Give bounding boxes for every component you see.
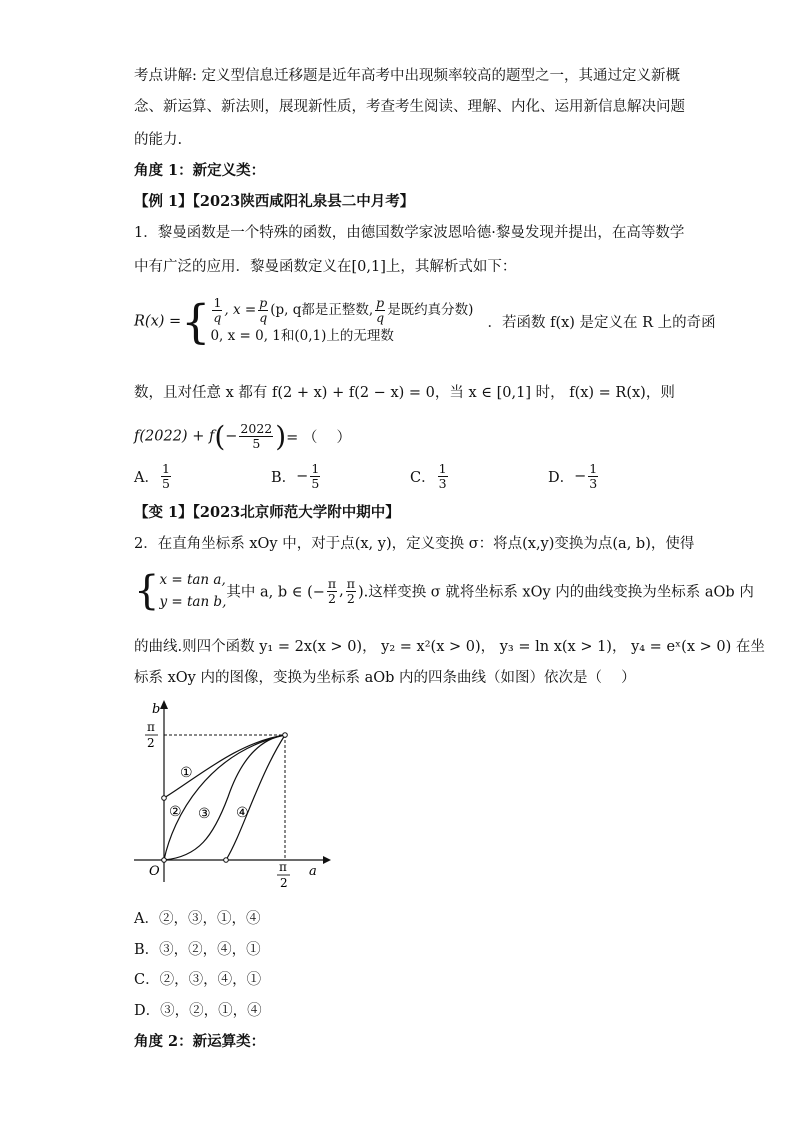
frac bbox=[438, 462, 448, 491]
num: π bbox=[327, 575, 337, 591]
curve-3 bbox=[164, 735, 285, 860]
variant-1-line-2 bbox=[134, 568, 754, 614]
text: = （ ） bbox=[286, 430, 352, 446]
def-lhs: R(x) = bbox=[134, 313, 182, 330]
curve-4 bbox=[226, 735, 285, 860]
variant-option-c[interactable]: C．②，③，④，① bbox=[134, 972, 262, 988]
text: , x = bbox=[224, 302, 257, 318]
option-label: A． bbox=[134, 470, 159, 486]
cases bbox=[210, 296, 473, 347]
text: 中有广泛的应用．黎曼函数定义在 bbox=[134, 259, 352, 275]
curve-label-3: ③ bbox=[198, 806, 211, 822]
case-2: 0, x = 0, 1和(0,1)上的无理数 bbox=[210, 328, 394, 344]
num: p bbox=[259, 295, 268, 310]
after-definition: ．若函数 f(x) 是定义在 R 上的奇函 bbox=[487, 315, 716, 331]
example-1-line-1: 1．黎曼函数是一个特殊的函数，由德国数学家波恩哈德·黎曼发现并提出，在高等数学 bbox=[134, 225, 685, 241]
variant-option-a[interactable]: A．②，③，①，④ bbox=[134, 911, 261, 927]
curve-2 bbox=[164, 735, 285, 860]
option-label: B． bbox=[271, 470, 297, 486]
option-c[interactable] bbox=[410, 462, 450, 491]
curve-label-1: ① bbox=[180, 765, 193, 781]
num: π bbox=[346, 575, 355, 591]
text: (p, q都是正整数, bbox=[270, 302, 374, 318]
frac bbox=[239, 422, 273, 451]
variant-1-line-4: 标系 xOy 内的图像，变换为坐标系 aOb 内的四条曲线（如图）依次是（ ） bbox=[134, 670, 636, 686]
minus: − bbox=[225, 428, 238, 445]
den: 5 bbox=[311, 476, 320, 491]
frac bbox=[588, 462, 598, 491]
variant-option-b[interactable]: B．③，②，④，① bbox=[134, 942, 261, 958]
variant-1-tag: 【变 1】【2023北京师范大学附中期中】 bbox=[134, 504, 400, 521]
example-1-tag: 【例 1】【2023陕西咸阳礼泉县二中月考】 bbox=[134, 193, 415, 210]
paren-left: ( bbox=[214, 420, 226, 453]
axis-a-label: a bbox=[309, 864, 317, 879]
variant-1-line-1: 2．在直角坐标系 xOy 中，对于点(x, y)，定义变换 σ：将点(x,y)变换为点(a, b)，使得 bbox=[134, 536, 695, 552]
sys-eq-1: x = tan a, bbox=[159, 572, 226, 588]
sign: − bbox=[574, 468, 587, 485]
den: 3 bbox=[589, 476, 598, 491]
option-label: C． bbox=[410, 470, 436, 486]
text: 其中 a, b ∈ (− bbox=[226, 584, 325, 601]
brace: { bbox=[181, 294, 211, 349]
variant-1-line-3: 的曲线.则四个函数 y₁ = 2x(x > 0)， y₂ = x²(x > 0)， y₃ = ln x(x > 1)， y₄ = eˣ(x > 0) 在坐 bbox=[134, 639, 765, 655]
option-b[interactable] bbox=[271, 462, 322, 491]
point-a-axis bbox=[224, 858, 229, 863]
a-two-label: 2 bbox=[280, 876, 288, 887]
comma: , bbox=[339, 583, 344, 599]
den: 5 bbox=[161, 476, 170, 491]
num: 1 bbox=[161, 461, 170, 476]
num: p bbox=[376, 295, 385, 310]
den: q bbox=[376, 310, 385, 325]
sign: − bbox=[296, 468, 309, 485]
riemann-definition bbox=[134, 296, 716, 347]
axis-b-label: b bbox=[152, 702, 161, 717]
origin-label: O bbox=[149, 864, 160, 879]
text: 上，其解析式如下： bbox=[385, 259, 517, 275]
num: 1 bbox=[311, 461, 320, 476]
intro-line-3: 的能力. bbox=[134, 132, 183, 148]
point-corner bbox=[283, 733, 288, 738]
example-1-line-2 bbox=[134, 257, 516, 277]
system bbox=[159, 569, 226, 613]
text: ).这样变换 σ 就将坐标系 xOy 内的曲线变换为坐标系 aOb 内 bbox=[357, 584, 754, 601]
den: 5 bbox=[252, 436, 261, 451]
frac bbox=[327, 577, 337, 606]
brace: { bbox=[134, 568, 160, 614]
frac bbox=[346, 577, 356, 606]
den: q bbox=[213, 310, 222, 325]
option-a[interactable] bbox=[134, 462, 173, 491]
frac bbox=[310, 462, 320, 491]
curves-figure bbox=[128, 697, 333, 887]
den: 2 bbox=[346, 590, 355, 606]
num: 1 bbox=[438, 461, 447, 476]
example-1-line-5 bbox=[134, 420, 351, 453]
intro-line-2: 念、新运算、新法则，展现新性质，考查考生阅读、理解、内化、运用新信息解决问题 bbox=[134, 99, 685, 115]
b-two-label: 2 bbox=[147, 736, 155, 750]
case-1 bbox=[210, 296, 473, 325]
curve-label-2: ② bbox=[169, 804, 182, 820]
frac bbox=[375, 296, 385, 325]
paren-right: ) bbox=[275, 420, 287, 453]
point-origin bbox=[162, 858, 167, 863]
den: q bbox=[259, 310, 268, 325]
example-1-line-4: 数，且对任意 x 都有 f(2 + x) + f(2 − x) = 0，当 x ∈ [0,1] 时， f(x) = R(x)，则 bbox=[134, 385, 675, 401]
angle-2-heading: 角度 2：新运算类： bbox=[134, 1033, 266, 1050]
b-axis-arrow bbox=[160, 700, 168, 709]
frac bbox=[161, 462, 171, 491]
den: 2 bbox=[328, 590, 336, 606]
point-b-axis bbox=[162, 796, 167, 801]
num: 2022 bbox=[240, 421, 273, 436]
num: 1 bbox=[589, 461, 598, 476]
frac bbox=[212, 296, 222, 325]
frac bbox=[258, 296, 268, 325]
angle-1-heading: 角度 1：新定义类： bbox=[134, 162, 266, 179]
text: 是既约真分数) bbox=[387, 302, 474, 318]
sys-eq-2: y = tan b, bbox=[159, 594, 227, 610]
text: f(2022) + f bbox=[134, 428, 215, 445]
a-pi-label: π bbox=[279, 860, 287, 874]
b-pi-label: π bbox=[147, 720, 155, 734]
den: 3 bbox=[438, 476, 447, 491]
variant-option-d[interactable]: D．③，②，①，④ bbox=[134, 1003, 262, 1019]
interval: [0,1] bbox=[351, 259, 386, 275]
num: 1 bbox=[213, 295, 222, 310]
option-label: D． bbox=[548, 470, 575, 486]
intro-line-1: 考点讲解: 定义型信息迁移题是近年高考中出现频率较高的题型之一，其通过定义新概 bbox=[134, 68, 680, 84]
curve-label-4: ④ bbox=[236, 805, 249, 821]
a-axis-arrow bbox=[323, 856, 331, 864]
option-d[interactable] bbox=[548, 462, 600, 491]
